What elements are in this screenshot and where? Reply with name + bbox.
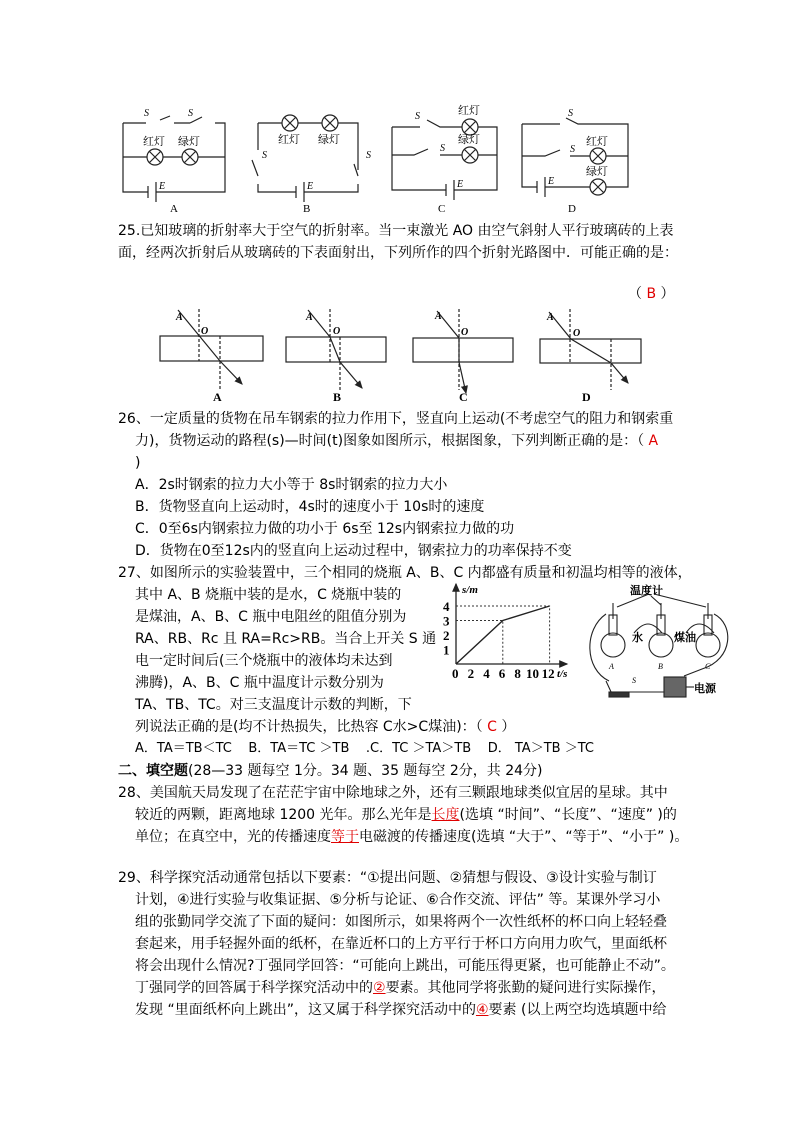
question-text: 套起来，用手轻握外面的纸杯，在靠近杯口的上方平行于杯口方向用力吹气，里面纸杯: [135, 936, 667, 952]
x-tick-label: 2: [467, 666, 475, 681]
option-a: A．2s时钢索的拉力大小等于 8s时钢索的拉力大小: [135, 477, 448, 493]
option-label: C: [438, 203, 446, 215]
question-text: 组的张勤同学交流了下面的疑问：如图所示，如果将两个一次性纸杯的杯口向上轻轻叠: [135, 914, 667, 930]
ray-label: A: [435, 311, 442, 322]
switch-label: S: [188, 108, 193, 119]
x-tick-label: 6: [498, 666, 506, 681]
answer-text: C: [487, 719, 497, 735]
battery-label: E: [159, 181, 166, 192]
question-text-part: (选填 “时间”、“长度”、“速度” )的: [459, 807, 677, 823]
point-label: O: [461, 327, 469, 338]
question-text-part: 列说法正确的是(均不计热损失，比热容 C水>C煤油)：（: [135, 719, 483, 735]
option-d: D．货物在0至12s内的竖直向上运动过程中，钢索拉力的功率保持不变: [135, 543, 572, 559]
section-heading: [118, 760, 543, 782]
x-tick-label: 0: [452, 666, 459, 681]
option-a: A．TA＝TB＜TC: [135, 741, 232, 756]
flask-label: B: [658, 662, 663, 671]
question-text-part: 电磁渡的传播速度(选填 “大于”、“等于”、“小于” )。: [359, 829, 689, 845]
switch-label: S: [568, 108, 573, 119]
water-label: 水: [632, 632, 643, 644]
kerosene-label: 煤油: [674, 632, 696, 644]
x-tick-label: 4: [483, 666, 490, 681]
question-text: 将会出现什么情况?丁强同学回答：“可能向上跳出，可能压得更紧，也可能静止不动”。: [135, 958, 675, 974]
question-text: 电一定时间后(三个烧瓶中的液体均未达到: [135, 653, 393, 669]
x-tick-label: 12: [541, 666, 555, 681]
paren: ）: [501, 719, 516, 735]
switch-label: S: [632, 676, 636, 685]
question-text: 沸腾)，A、B、C 瓶中温度计示数分别为: [135, 675, 384, 691]
battery-label: E: [457, 179, 464, 190]
option-d: D． TA＞TB ＞TC: [487, 741, 594, 756]
option-label: D: [568, 203, 576, 215]
question-text: [135, 977, 666, 999]
option-label: C: [459, 390, 468, 404]
question-text-part: 单位；在真空中，光的传播速度: [135, 829, 331, 845]
y-tick-label: 2: [443, 628, 450, 643]
ray-label: A: [547, 312, 554, 323]
question-text: 25.已知玻璃的折射率大于空气的折射率。当一束激光 AO 由空气斜射人平行玻璃砖的上表: [118, 223, 674, 239]
power-label: 电源: [694, 683, 716, 695]
section-note: (28—33 题每空 1分。34 题、35 题每空 2分，共 24分): [188, 763, 543, 779]
question-text: 26、一定质量的货物在吊车钢索的拉力作用下，竖直向上运动(不考虑空气的阻力和钢索重: [118, 411, 674, 427]
question-text-part: 丁强同学的回答属于科学探究活动中的: [135, 980, 373, 996]
y-tick-label: 3: [443, 613, 450, 629]
flask-b: [649, 603, 673, 657]
option-label: A: [213, 390, 222, 404]
question-text: 28、美国航天局发现了在茫茫宇宙中除地球之外，还有三颗跟地球类似宜居的星球。其中: [118, 785, 668, 801]
option-b: B．货物竖直向上运动时，4s时的速度小于 10s时的速度: [135, 499, 485, 515]
flask-a: [601, 603, 625, 657]
option-b: B．TA＝TC ＞TB: [248, 741, 350, 756]
ray-label: A: [306, 312, 313, 323]
options-row: [135, 738, 594, 760]
option-c: C．0至6s内钢索拉力做的功小于 6s至 12s内钢索拉力做的功: [135, 521, 515, 537]
power-supply-icon: [664, 677, 686, 697]
lamp-label: 红灯: [586, 136, 608, 148]
flask-label: C: [705, 662, 711, 671]
question-text-part: 要素 (以上两空均选填题中给: [488, 1002, 667, 1018]
answer-text: ④: [475, 1002, 489, 1018]
lamp-label: 红灯: [458, 105, 480, 117]
answer-text: A: [648, 433, 659, 449]
point-label: O: [333, 326, 341, 337]
x-tick-label: 8: [514, 666, 521, 681]
switch-label: S: [570, 144, 575, 155]
switch-label: S: [262, 150, 267, 161]
question-text: TA、TB、TC。对三支温度计示数的判断，下: [135, 697, 412, 713]
question-text-part: 发现 “里面纸杯向上跳出”，这又属于科学探究活动中的: [135, 1002, 476, 1018]
x-tick-label: 10: [526, 666, 539, 681]
question-text: [135, 999, 666, 1021]
point-label: O: [201, 326, 209, 337]
option-c: .C．TC ＞TA＞TB: [365, 741, 472, 756]
y-axis-label: s/m: [462, 584, 478, 596]
x-axis-label: t/s: [557, 668, 568, 680]
lamp-label: 绿灯: [178, 136, 200, 148]
lamp-label: 绿灯: [458, 134, 480, 146]
question-text: ): [135, 455, 141, 471]
switch-label: S: [144, 108, 149, 119]
question-text-part: 力)，货物运动的路程(s)—时间(t)图象如图所示，根据图象，下列判断正确的是：（: [135, 433, 645, 449]
option-label: B: [303, 203, 311, 215]
lamp-label: 绿灯: [586, 166, 608, 178]
flask-label: A: [609, 662, 614, 671]
flask-c: [696, 603, 720, 657]
switch-label: S: [415, 111, 420, 122]
question-text: 29、科学探究活动通常包括以下要素：“①提出问题、②猜想与假设、③设计实验与制订: [118, 870, 657, 886]
lamp-label: 绿灯: [318, 134, 340, 146]
y-tick-label: 4: [443, 599, 450, 614]
battery-label: E: [548, 176, 555, 187]
switch-label: S: [366, 150, 371, 161]
point-label: O: [573, 328, 581, 339]
option-label: B: [333, 390, 342, 404]
option-label: D: [582, 390, 591, 404]
ray-label: A: [176, 312, 183, 323]
answer-text: 等于: [331, 829, 359, 845]
paren: ）: [660, 286, 675, 302]
question-text: 计划，④进行实验与收集证据、⑤分析与论证、⑥合作交流、评估” 等。某课外学习小: [135, 892, 661, 908]
question-text: RA、RB、Rc 且 RA=Rc>RB。当合上开关 S 通: [135, 631, 437, 647]
question-text: 是煤油，A、B、C 瓶中电阻丝的阻值分别为: [135, 609, 407, 625]
lamp-label: 红灯: [143, 136, 165, 148]
question-text: 面，经两次折射后从玻璃砖的下表面射出，下列所作的四个折射光路图中．可能正确的是：: [118, 245, 678, 261]
option-label: A: [170, 203, 178, 215]
lamp-label: 红灯: [278, 134, 300, 146]
battery-label: E: [307, 181, 314, 192]
question-text: 其中 A、B 烧瓶中装的是水，C 烧瓶中装的: [135, 587, 402, 603]
switch-label: S: [440, 143, 445, 154]
question-text-part: 要素。其他同学将张勤的疑问进行实际操作，: [385, 980, 666, 996]
question-text: 27、如图所示的实验装置中，三个相同的烧瓶 A、B、C 内都盛有质量和初温均相等的液体，: [118, 565, 692, 581]
answer-text: ②: [373, 980, 386, 996]
answer-text: B: [646, 286, 657, 302]
switch-icon: [609, 692, 629, 697]
paren: （: [628, 286, 642, 302]
question-text: [135, 804, 677, 826]
section-title: 二、填空题: [118, 763, 188, 779]
thermometer-label: 温度计: [630, 585, 663, 597]
question-text-part: 较近的两颗，距离地球 1200 光年。那么光年是: [135, 807, 432, 823]
y-tick-label: 1: [443, 642, 450, 658]
answer-text: 长度: [431, 807, 460, 823]
question-text: [135, 826, 688, 848]
